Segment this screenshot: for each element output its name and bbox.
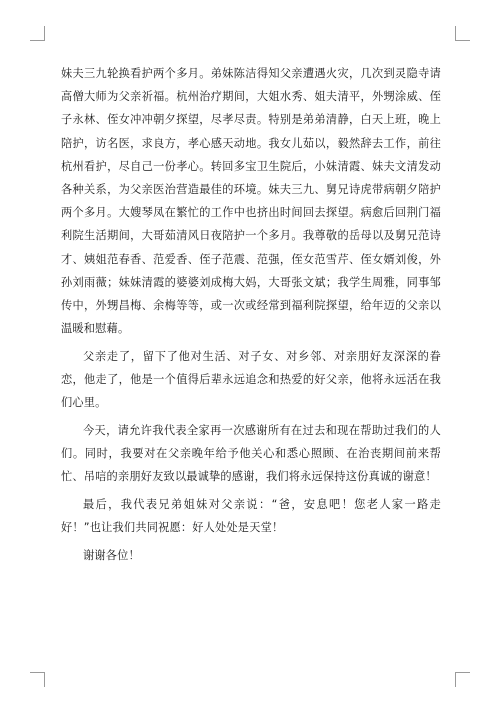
crop-mark-top-right <box>455 26 470 41</box>
paragraph-closing: 谢谢各位！ <box>83 549 140 563</box>
crop-mark-top-left <box>30 26 45 41</box>
paragraph-continued: 妹夫三九轮换看护两个多月。弟妹陈洁得知父亲遭遇火灾，几次到灵隐寺请高僧大师为父亲祈福。杭州治疗期间，大姐水秀、姐夫清平，外甥涂威、侄子永林、侄女冲冲朝夕探望，尽孝尽责。特别是弟弟清静，白天上班，晚上陪护，访名医，求良方，孝心感天动地。我女儿茹以，毅然辞去工作，前往杭州看护，尽自己一份孝心。转回多宝卫生院后，小妹清霞、妹夫文清发动各种关系，为父亲医治营造最佳的环境。妹夫三九、舅兄诗虎带病朝夕陪护两个多月。大嫂琴凤在繁忙的工作中也挤出时间回去探望。病愈后回荆门福利院生活期间，大哥茹清风日夜陪护一个多月。我尊敬的岳母以及舅兄范诗才、姨姐范春香、范爱香、侄子范震、范强，侄女范雪芹、侄女婿刘俊，外孙刘雨薇；妹妹清霞的婆婆刘成梅大妈，大哥张文斌；我学生周雅，同事邹传中，外甥昌梅、余梅等等，或一次或经常到福利院探望，给年迈的父亲以温暖和慰藉。 <box>61 67 441 336</box>
document-body <box>61 62 441 572</box>
crop-mark-bottom-left <box>30 672 45 687</box>
paragraph-farewell: 最后，我代表兄弟姐妹对父亲说：“爸，安息吧！您老人家一路走好！”也让我们共同祝愿：好人处处是天堂！ <box>61 498 441 535</box>
crop-mark-bottom-right <box>455 672 470 687</box>
paragraph-father-legacy: 父亲走了，留下了他对生活、对子女、对乡邻、对亲朋好友深深的眷恋，他走了，他是一个值得后辈永远追念和热爱的好父亲，他将永远活在我们心里。 <box>61 349 441 410</box>
paragraph-thanks: 今天，请允许我代表全家再一次感谢所有在过去和现在帮助过我们的人们。同时，我要对在父亲晚年给予他关心和悉心照顾、在治丧期间前来帮忙、吊唁的亲朋好友致以最诚挚的感谢，我们将永远保持这份真诚的谢意！ <box>61 424 441 484</box>
